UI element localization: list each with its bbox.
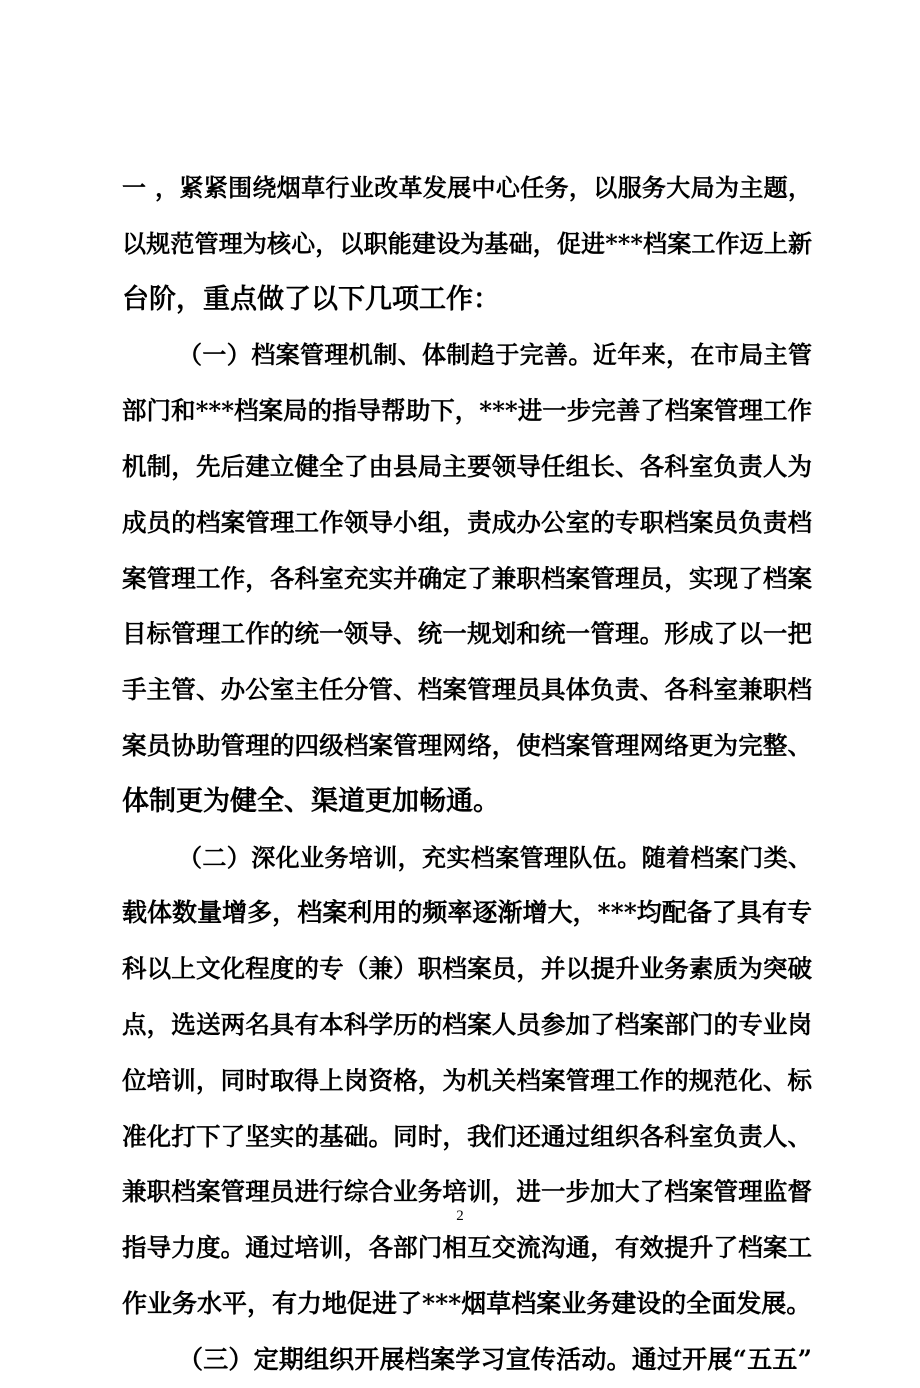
text-line: 体制更为健全、渠道更加畅通。 — [122, 785, 500, 817]
text-line: 准化打下了坚实的基础。同时，我们还通过组织各科室负责人、 — [122, 1121, 812, 1151]
text-line: 点，选送两名具有本科学历的档案人员参加了档案部门的专业岗 — [122, 1009, 812, 1039]
text-line: 部门和***档案局的指导帮助下，***进一步完善了档案管理工作 — [122, 396, 812, 426]
text-line: 兼职档案管理员进行综合业务培训，进一步加大了档案管理监督 — [122, 1177, 812, 1207]
text-line: 成员的档案管理工作领导小组，责成办公室的专职档案员负责档 — [122, 507, 812, 537]
paragraph-section-1 — [122, 327, 812, 829]
paragraph-section-3 — [122, 1332, 812, 1388]
text-line: 位培训，同时取得上岗资格，为机关档案管理工作的规范化、标 — [122, 1065, 812, 1095]
text-line: （二）深化业务培训，充实档案管理队伍。随着档案门类、 — [178, 842, 812, 872]
text-line: 指导力度。通过培训，各部门相互交流沟通，有效提升了档案工 — [122, 1233, 812, 1263]
text-line: 案员协助管理的四级档案管理网络，使档案管理网络更为完整、 — [122, 730, 812, 760]
paragraph-section-2 — [122, 830, 812, 1332]
text-line: 载体数量增多，档案利用的频率逐渐增大，***均配备了具有专 — [122, 898, 812, 928]
text-line: 作业务水平，有力地促进了***烟草档案业务建设的全面发展。 — [122, 1288, 812, 1318]
text-line: 目标管理工作的统一领导、统一规划和统一管理。形成了以一把 — [122, 619, 812, 649]
body-text — [122, 160, 812, 1388]
text-line: 台阶，重点做了以下几项工作： — [122, 283, 500, 315]
paragraph-intro — [122, 160, 812, 327]
text-line: （一）档案管理机制、体制趋于完善。近年来，在市局主管 — [178, 340, 812, 370]
text-line: 案管理工作，各科室充实并确定了兼职档案管理员，实现了档案 — [122, 563, 812, 593]
text-line: 机制，先后建立健全了由县局主要领导任组长、各科室负责人为 — [122, 451, 812, 481]
text-line: 科以上文化程度的专（兼）职档案员，并以提升业务素质为突破 — [122, 954, 812, 984]
text-line: 以规范管理为核心，以职能建设为基础，促进***档案工作迈上新 — [122, 228, 812, 258]
text-line: （三）定期组织开展档案学习宣传活动。通过开展“五五” — [178, 1344, 812, 1374]
text-line: 手主管、办公室主任分管、档案管理员具体负责、各科室兼职档 — [122, 675, 812, 705]
page-number: 2 — [456, 1208, 464, 1224]
text-line: 一 ，紧紧围绕烟草行业改革发展中心任务，以服务大局为主题， — [122, 173, 812, 202]
